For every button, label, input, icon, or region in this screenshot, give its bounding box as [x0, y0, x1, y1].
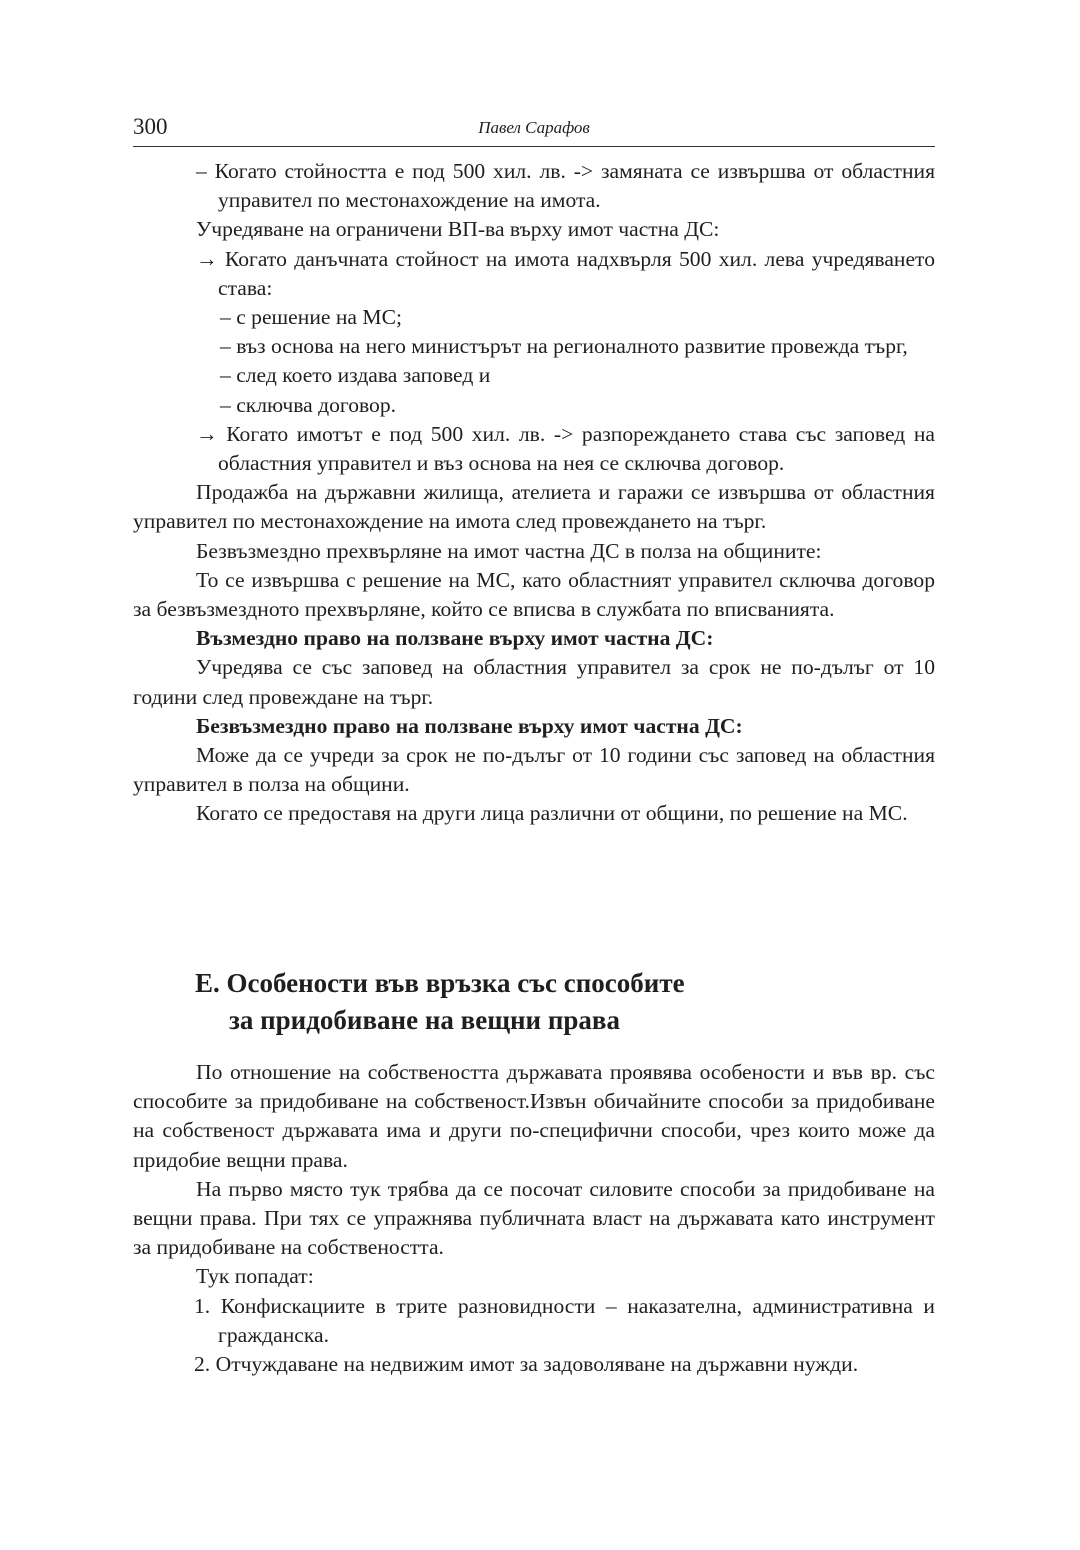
bold-subheading: Възмездно право на ползване върху имот частна ДС:	[196, 626, 714, 651]
section-heading-line2: за придобиване на вещни права	[229, 1005, 620, 1035]
section-heading	[195, 965, 895, 1039]
arrow-item: → Когато имотът е под 500 хил. лв. -> разпореждането става със заповед на областния управител и въз основа на нея се сключва договор.	[196, 421, 935, 476]
arrow-item: → Когато данъчната стойност на имота надхвърля 500 хил. лева учредяването става:	[196, 246, 935, 300]
section-heading-line1: Е. Особености във връзка със способите	[195, 968, 685, 998]
paragraph: Продажба на държавни жилища, ателиета и гаражи се извършва от областния управител по местонахождение на имота след провеждането на търг.	[133, 480, 935, 534]
bold-subheading: Безвъзмездно право на ползване върху имот частна ДС:	[196, 713, 743, 738]
dash-item: – след което издава заповед и	[220, 363, 491, 388]
paragraph: Учредяване на ограничени ВП-ва върху имот частна ДС:	[196, 217, 720, 242]
paragraph: Когато се предоставя на други лица различни от общини, по решение на МС.	[196, 801, 908, 826]
paragraph: То се извършва с решение на МС, като областният управител сключва договор за безвъзмездното прехвърляне, който се вписва в службата по вписванията.	[133, 567, 935, 622]
paragraph: По отношение на собствеността държавата проявява особености и във вр. със способите за придобиване на собственост.Извън обичайните способи за придобиване на собственост държавата има и други по-специфични способи, чрез които може да придобие вещни права.	[133, 1060, 935, 1172]
section-text	[133, 1058, 935, 1379]
page-header	[133, 112, 935, 147]
paragraph: Учредява се със заповед на областния управител за срок не по-дълъг от 10 години след провеждане на търг.	[133, 655, 935, 709]
paragraph: – Когато стойността е под 500 хил. лв. -> замяната се извършва от областния управител по местонахождение на имота.	[196, 159, 935, 213]
main-text	[133, 157, 935, 829]
numbered-item: 2. Отчуждаване на недвижим имот за задоволяване на държавни нужди.	[194, 1352, 859, 1377]
paragraph: На първо място тук трябва да се посочат силовите способи за придобиване на вещни права. При тях се упражнява публичната власт на държавата като инструмент за придобиване на собствеността.	[133, 1176, 935, 1260]
dash-item: – въз основа на него министърът на регионалното развитие провежда търг,	[220, 334, 908, 359]
paragraph: Безвъзмездно прехвърляне на имот частна ДС в полза на общините:	[196, 538, 822, 563]
page-number: 300	[133, 114, 168, 139]
paragraph: Тук попадат:	[196, 1264, 314, 1289]
paragraph: Може да се учреди за срок не по-дълъг от 10 години със заповед на областния управител в полза на общини.	[133, 743, 935, 797]
numbered-item: 1. Конфискациите в трите разновидности – наказателна, административна и гражданска.	[194, 1293, 935, 1347]
dash-item: – с решение на МС;	[220, 305, 403, 330]
dash-item: – сключва договор.	[220, 392, 397, 417]
running-title: Павел Сарафов	[478, 118, 590, 137]
